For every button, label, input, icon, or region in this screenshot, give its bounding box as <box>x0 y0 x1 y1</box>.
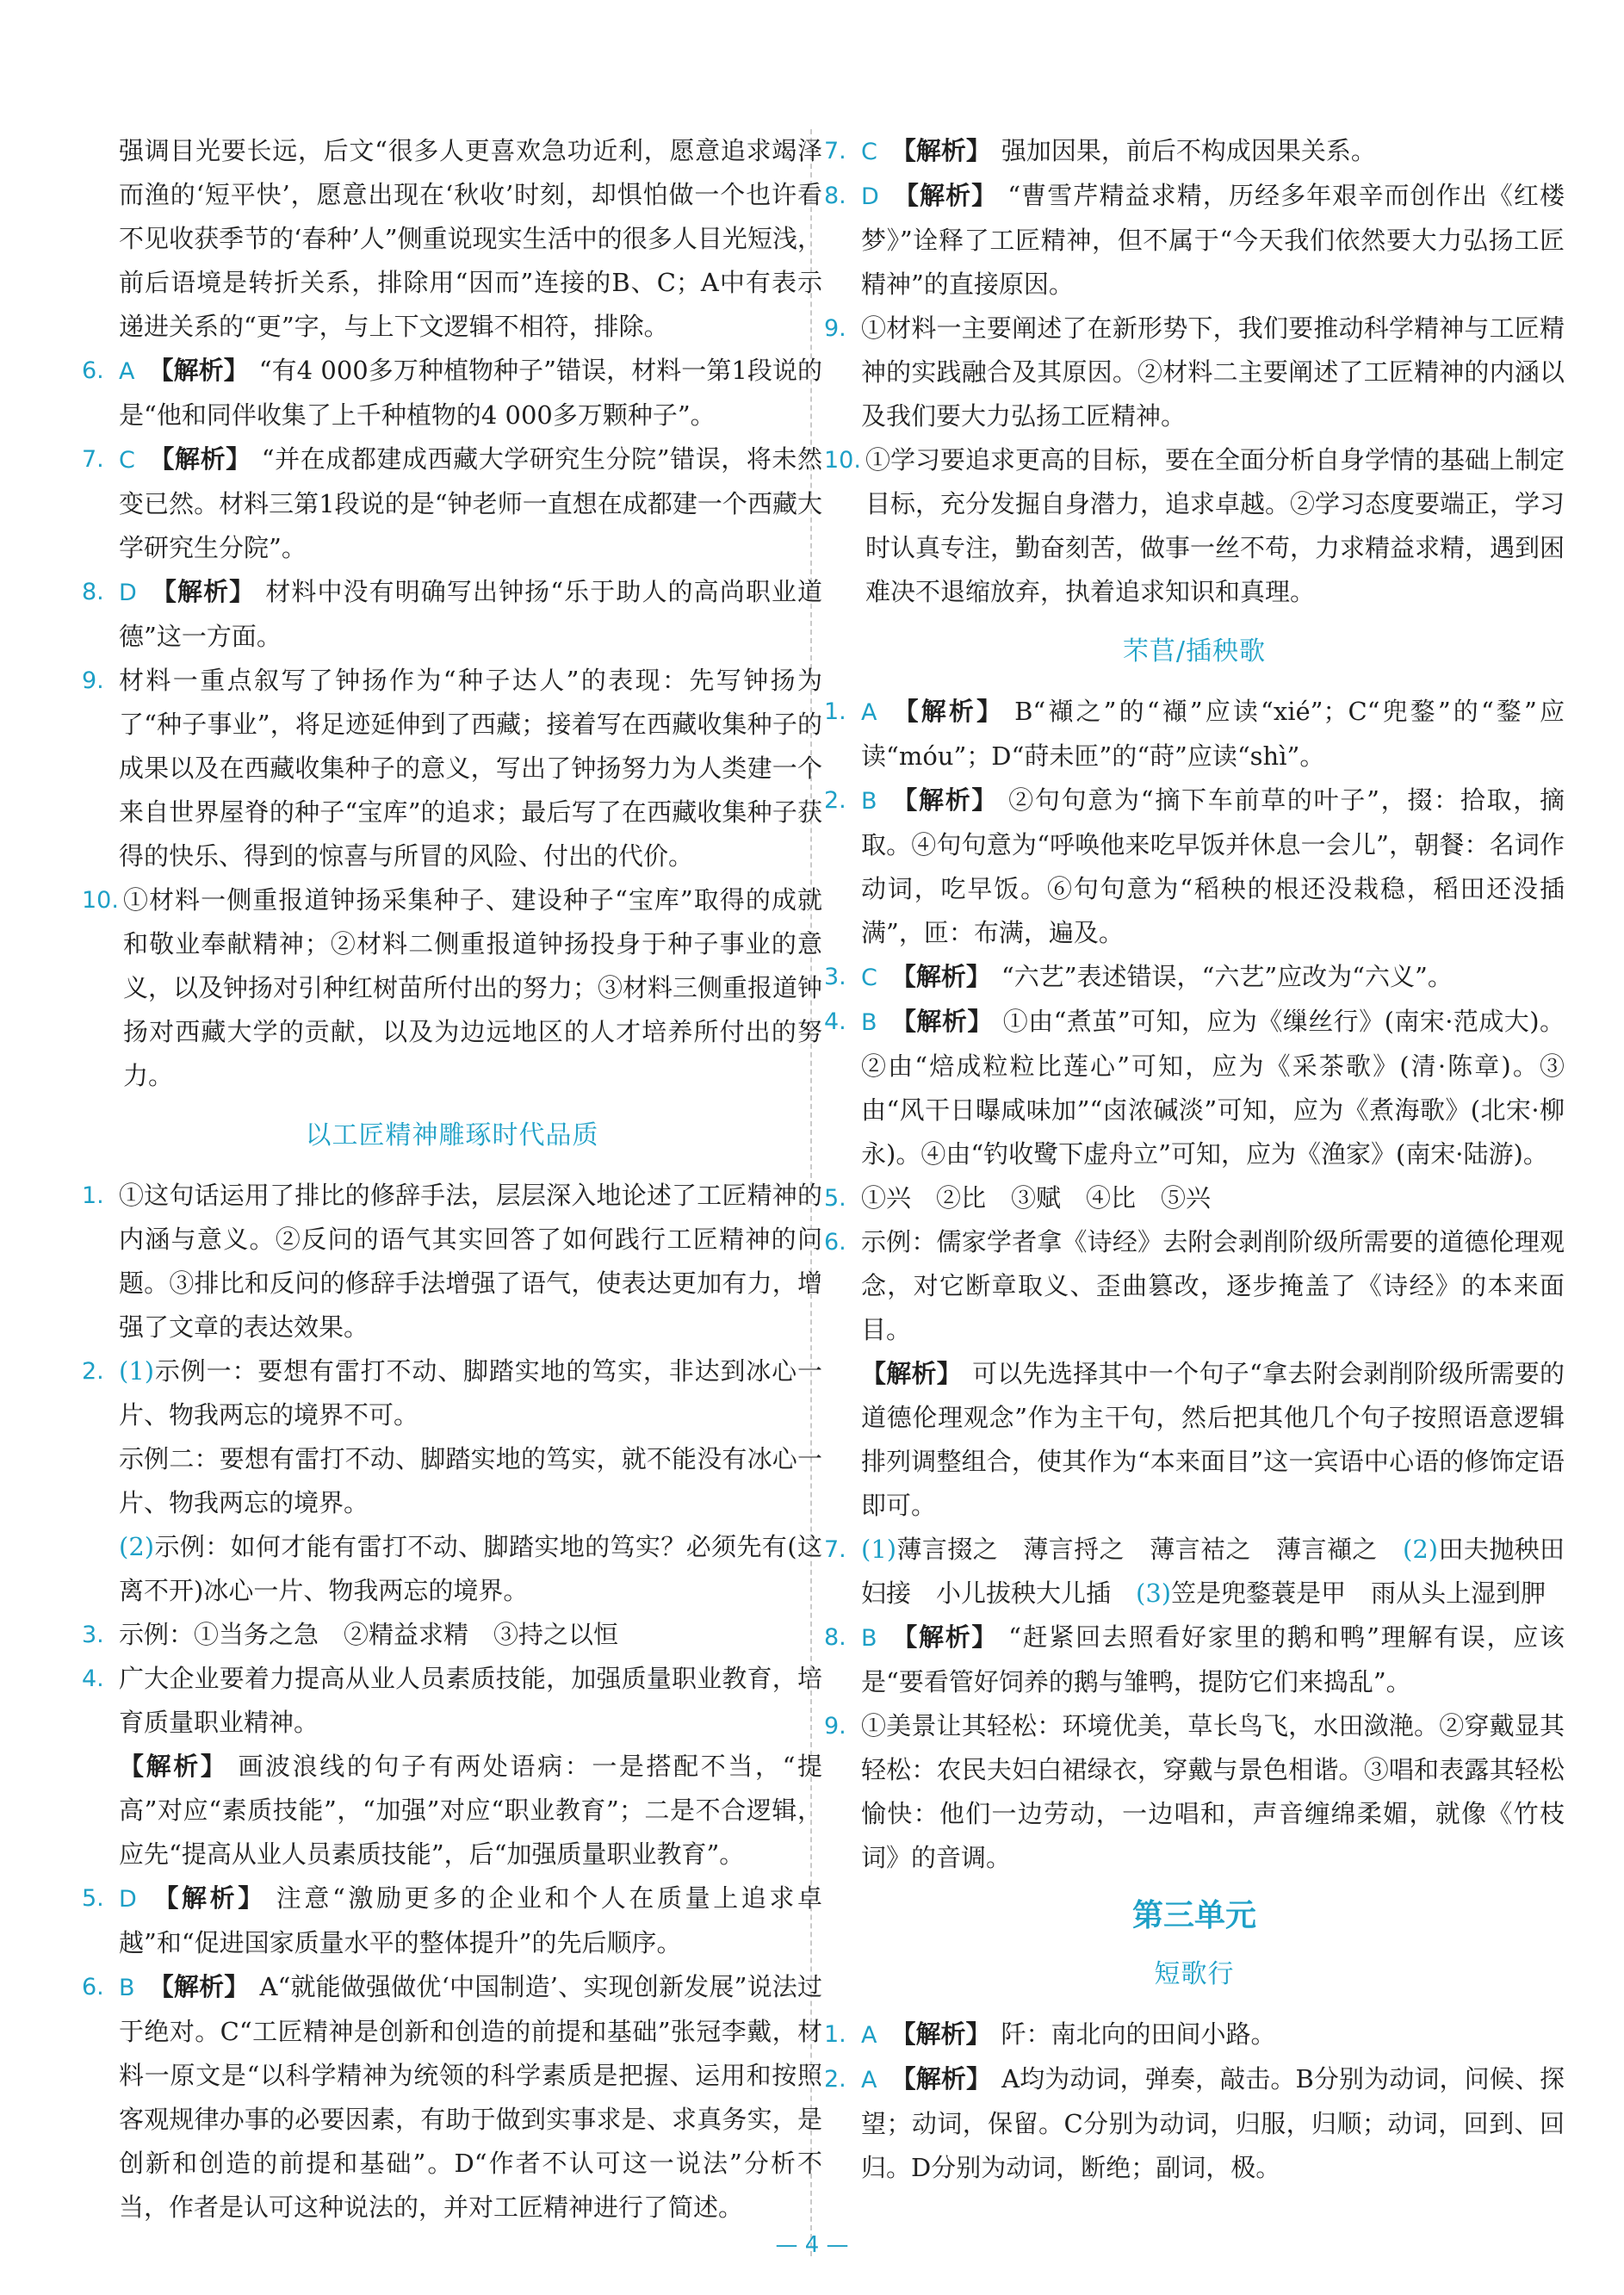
answer-item: 9. 材料一重点叙写了钟扬作为“种子达人”的表现：先写钟扬为了“种子事业”，将足迹延伸到了西藏；接着写在西藏收集种子的成果以及在西藏收集种子的意义，写出了钟扬努力为人类建一个来自世界屋脊的种子“宝库”的追求；最后写了在西藏收集种子获得的快乐、得到的惊喜与所冒的风险、付出的代价。 <box>82 666 822 871</box>
answer-item: 1. ①这句话运用了排比的修辞手法，层层深入地论述了工匠精神的内涵与意义。②反问的语气其实回答了如何践行工匠精神的问题。③排比和反问的修辞手法增强了语气，使表达更加有力，增强了文章的表达效果。 <box>82 1181 822 1342</box>
answer-item: 3. 示例：①当务之急 ②精益求精 ③持之以恒 <box>82 1620 619 1649</box>
section-title: 短歌行 <box>1154 1959 1235 1989</box>
answer-item: 1. A 【解析】 B“襭之”的“襭”应读“xié”；C“兜鍪”的“鍪”应读“móu”；D“莳未匝”的“莳”应读“shì”。 <box>824 697 1565 771</box>
unit-title: 第三单元 <box>1131 1897 1256 1933</box>
page-number: — 4 — <box>775 2232 849 2258</box>
section-title: 以工匠精神雕琢时代品质 <box>305 1120 599 1151</box>
left-column <box>82 129 822 2230</box>
answer-item: 1. A 【解析】 阡：南北向的田间小路。 <box>824 2019 1276 2049</box>
answer-item: 8. D 【解析】 材料中没有明确写出钟扬“乐于助人的高尚职业道德”这一方面。 <box>82 577 822 651</box>
answer-item: 7. (1)薄言掇之 薄言捋之 薄言袺之 薄言襭之 (2)田夫抛秧田妇接 小儿拔秧大儿插 (3)笠是兜鍪蓑是甲 雨从头上湿到胛 <box>824 1535 1565 1608</box>
answer-item: 4. B 【解析】 ①由“煮茧”可知，应为《缫丝行》(南宋·范成大)。②由“焙成粒粒比莲心”可知，应为《采茶歌》(清·陈章)。③由“风干日曝咸味加”“卤浓碱淡”可知，应为《煮海歌》(北宋·柳永)。④由“钓收鹭下虚舟立”可知，应为《渔家》(南宋·陆游)。 <box>824 1007 1565 1169</box>
answer-item: 7. C 【解析】 强加因果，前后不构成因果关系。 <box>824 136 1376 165</box>
answer-item: 8. D 【解析】 “曹雪芹精益求精，历经多年艰辛而创作出《红楼梦》”诠释了工匠精神，但不属于“今天我们依然要大力弘扬工匠精神”的直接原因。 <box>824 181 1565 299</box>
answer-item: 10. ①学习要追求更高的目标，要在全面分析自身学情的基础上制定目标，充分发掘自身潜力，追求卓越。②学习态度要端正，学习时认真专注，勤奋刻苦，做事一丝不苟，力求精益求精，遇到困难决不退缩放弃，执着追求知识和真理。 <box>824 445 1565 606</box>
answer-item: 7. C 【解析】 “并在成都建成西藏大学研究生分院”错误，将未然变已然。材料三第1段说的是“钟老师一直想在成都建一个西藏大学研究生分院”。 <box>82 444 822 562</box>
answer-item: 5. ①兴 ②比 ③赋 ④比 ⑤兴 <box>824 1183 1212 1213</box>
right-column <box>824 129 1565 2190</box>
answer-item: 2. A 【解析】 A均为动词，弹奏，敲击。B分别为动词，问候、探望；动词，保留。C分别为动词，归服，归顺；动词，回到、回归。D分别为动词，断绝；副词，极。 <box>824 2064 1565 2182</box>
section-title: 芣苢/插秧歌 <box>1122 636 1267 667</box>
answer-item: 6. A 【解析】 “有4 000多万种植物种子”错误，材料一第1段说的是“他和同伴收集了上千种植物的4 000多万颗种子”。 <box>82 356 822 430</box>
answer-item: 9. ①材料一主要阐述了在新形势下，我们要推动科学精神与工匠精神的实践融合及其原因。②材料二主要阐述了工匠精神的内涵以及我们要大力弘扬工匠精神。 <box>824 313 1565 431</box>
answer-item: 4. 广大企业要着力提高从业人员素质技能，加强质量职业教育，培育质量职业精神。 【解析】 画波浪线的句子有两处语病：一是搭配不当，“提高”对应“素质技能”，“加强”对应“职业教育”；二是不合逻辑，应先“提高从业人员素质技能”，后“加强质量职业教育”。 <box>82 1664 822 1869</box>
answer-item: 6. 示例：儒家学者拿《诗经》去附会剥削阶级所需要的道德伦理观念，对它断章取义、歪曲篡改，逐步掩盖了《诗经》的本来面目。 【解析】 可以先选择其中一个句子“拿去附会剥削阶级所需要的道德伦理观念”作为主干句，然后把其他几个句子按照语意逻辑排列调整组合，使其作为“本来面目”这一宾语中心语的修饰定语即可。 <box>824 1227 1565 1520</box>
answer-item: 5. D 【解析】 注意“激励更多的企业和个人在质量上追求卓越”和“促进国家质量水平的整体提升”的先后顺序。 <box>82 1883 822 1957</box>
answer-item: 6. B 【解析】 A“就能做强做优‘中国制造’、实现创新发展”说法过于绝对。C“工匠精神是创新和创造的前提和基础”张冠李戴，材料一原文是“以科学精神为统领的科学素质是把握、运用和按照客观规律办事的必要因素，有助于做到实事求是、求真务实，是创新和创造的前提和基础”。D“作者不认可这一说法”分析不当，作者是认可这种说法的，并对工匠精神进行了简述。 <box>82 1972 822 2222</box>
answer-item: 8. B 【解析】 “赶紧回去照看好家里的鹅和鸭”理解有误，应该是“要看管好饲养的鹅与雏鸭，提防它们来捣乱”。 <box>824 1622 1565 1696</box>
answer-item: 2. B 【解析】 ②句句意为“摘下车前草的叶子”，掇：拾取，摘取。④句句意为“呼唤他来吃早饭并休息一会儿”，朝餐：名词作动词，吃早饭。⑥句句意为“稻秧的根还没栽稳，稻田还没插满”，匝：布满，遍及。 <box>824 785 1565 947</box>
continued-answer: 强调目光要长远，后文“很多人更喜欢急功近利，愿意追求竭泽而渔的‘短平快’，愿意出现在‘秋收’时刻，却惧怕做一个也许看不见收获季节的‘春种’人”侧重说现实生活中的很多人目光短浅，前后语境是转折关系，排除用“因而”连接的B、C；A中有表示递进关系的“更”字，与上下文逻辑不相符，排除。 <box>119 136 822 341</box>
answer-item: 2. (1)示例一：要想有雷打不动、脚踏实地的笃实，非达到冰心一片、物我两忘的境界不可。 示例二：要想有雷打不动、脚踏实地的笃实，就不能没有冰心一片、物我两忘的境界。 (2)示例：如何才能有雷打不动、脚踏实地的笃实？必须先有(这离不开)冰心一片、物我两忘的境界。 <box>82 1356 822 1605</box>
answer-item: 10. ①材料一侧重报道钟扬采集种子、建设种子“宝库”取得的成就和敬业奉献精神；②材料二侧重报道钟扬投身于种子事业的意义，以及钟扬对引种红树苗所付出的努力；③材料三侧重报道钟扬对西藏大学的贡献，以及为边远地区的人才培养所付出的努力。 <box>82 885 823 1090</box>
answer-item: 9. ①美景让其轻松：环境优美，草长鸟飞，水田潋滟。②穿戴显其轻松：农民夫妇白裙绿衣，穿戴与景色相谐。③唱和表露其轻松愉快：他们一边劳动，一边唱和，声音缠绵柔媚，就像《竹枝词》的音调。 <box>824 1711 1565 1872</box>
answer-item: 3. C 【解析】 “六艺”表述错误，“六艺”应改为“六义”。 <box>824 962 1453 991</box>
